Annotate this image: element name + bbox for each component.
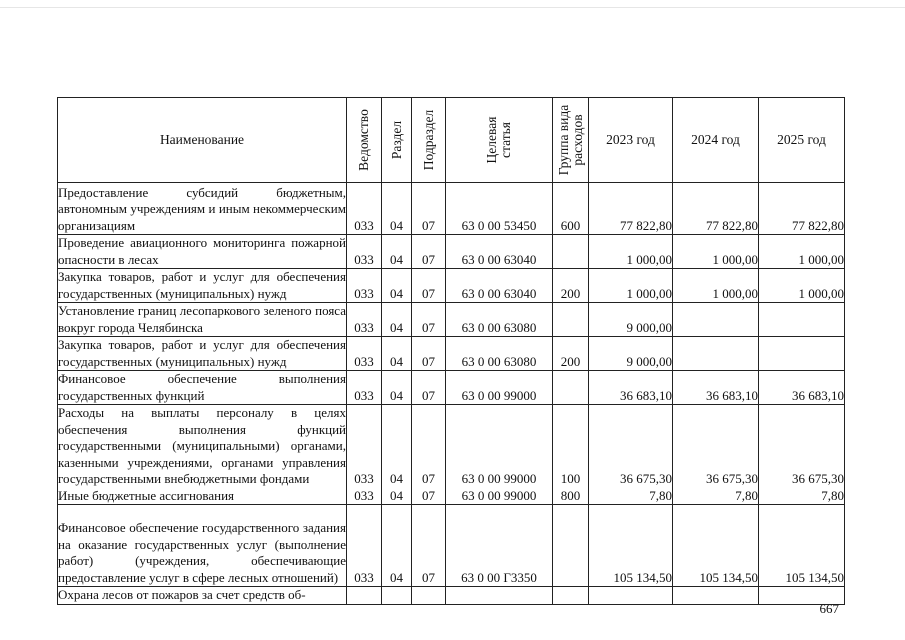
header-name: Наименование [58,98,347,183]
table-row-group: Расходы на выплаты персоналу в целях обеспечения выполнения функций государственными (муниципальными) органами, казенными учреждениями, органами управления государственными внебюджетными фондами Иные бюджетные ассигнования 033 033 04 04 07 07 63 0 00 99000 63 0 00 99000 100 800 36 675,30 7,80 36 675,30 7,80 36 675,30 7,80 [58,405,844,503]
table-row: Охрана лесов от пожаров за счет средств об- [58,587,845,605]
page-top-line [0,7,905,8]
header-2025: 2025 год [759,98,845,183]
page-number: 667 [819,601,839,616]
header-vedomstvo: Ведомство [347,98,382,183]
header-row [58,98,845,183]
header-2023: 2023 год [589,98,673,183]
header-2024: 2024 год [673,98,759,183]
table-row: Установление границ лесопаркового зеленого пояса вокруг города Челябинска 033 04 07 63 0 00 63080 9 000,00 [58,303,845,337]
table-row: Закупка товаров, работ и услуг для обеспечения государственных (муниципальных) нужд 033 04 07 63 0 00 63080 200 9 000,00 [58,337,845,371]
header-gruppa: Группа вида расходов [553,98,589,183]
budget-table [57,97,845,605]
group-row-name2: Иные бюджетные ассигнования [58,487,235,503]
header-podrazdel: Подраздел [412,98,446,183]
table-row: Закупка товаров, работ и услуг для обеспечения государственных (муниципальных) нужд 033 04 07 63 0 00 63040 200 1 000,00 1 000,00 1 000,00 [58,269,844,301]
table-row: Финансовое обеспечение государственного задания на оказание государственных услуг (выполнение работ) (учреждения, обеспечивающие предоставление услуг в сфере лесных отношений) 033 04 07 63 0 00 Г3350 105 134,50 105 134,50 105 134,50 [58,505,845,587]
table-row: Предоставление субсидий бюджетным, автономным учреждениям и иным некоммерческим организациям 033 04 07 63 0 00 53450 600 77 822,80 77 822,80 77 822,80 [58,184,844,233]
table-row: Проведение авиационного мониторинга пожарной опасности в лесах 033 04 07 63 0 00 63040 1 000,00 1 000,00 1 000,00 [58,235,844,267]
group-row-name: Расходы на выплаты персоналу в целях обеспечения выполнения функций государственными (муниципальными) органами, казенными учреждениями, органами управления государственными внебюджетными фондами [58,405,346,486]
header-razdel: Раздел [382,98,412,183]
header-celevaya: Целевая статья [446,98,553,183]
table-row: Финансовое обеспечение выполнения государственных функций 033 04 07 63 0 00 99000 36 683,10 36 683,10 36 683,10 [58,371,844,403]
